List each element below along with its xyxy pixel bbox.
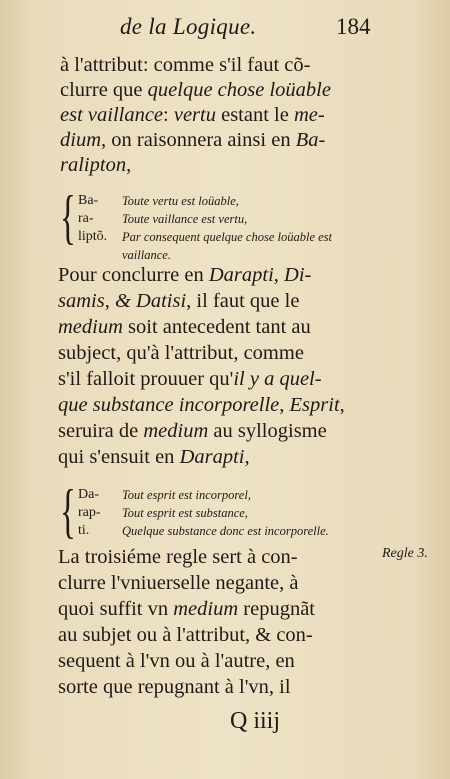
text-line xyxy=(58,366,322,392)
text-span: au subjet ou à l'attribut, & con- xyxy=(58,624,313,646)
margin-note: Regle 3. xyxy=(382,546,428,561)
italic-span: medium xyxy=(58,316,123,338)
text-span: soit antecedent tant au xyxy=(122,316,311,338)
italic-span: ralipton xyxy=(60,154,127,176)
text-line xyxy=(58,570,298,596)
italic-span: Esprit xyxy=(289,394,340,416)
italic-span: Darapti xyxy=(208,264,274,286)
text-span: , on raisonnera ainsi en xyxy=(101,129,296,151)
syllogism-key: Ba- xyxy=(78,193,99,208)
text-line xyxy=(58,392,345,418)
syllogism-key: ti. xyxy=(78,523,90,538)
italic-span: Datisi xyxy=(136,290,187,312)
text-line xyxy=(58,544,298,570)
syllogism-premise: Toute vaillance est vertu, xyxy=(122,212,248,226)
text-line xyxy=(58,418,327,444)
text-line xyxy=(60,127,325,153)
text-span: subject, qu'à l'attribut, comme xyxy=(58,342,304,364)
syllogism-key: ra- xyxy=(78,211,94,226)
text-span: clurre que xyxy=(60,79,148,101)
syllogism-premise: Quelque substance donc est incorporelle. xyxy=(122,524,329,538)
text-line xyxy=(58,340,304,366)
text-line xyxy=(58,314,311,340)
italic-span: est vaillance xyxy=(60,104,164,126)
syllogism-key: liptõ. xyxy=(78,229,108,244)
text-line xyxy=(58,596,315,622)
page-number: 184 xyxy=(336,14,371,39)
text-line xyxy=(58,622,313,648)
text-span: , xyxy=(244,446,250,468)
italic-span: & xyxy=(114,290,131,312)
brace-mark: { xyxy=(60,478,76,544)
text-line xyxy=(58,262,311,288)
text-span: qui s'ensuit en xyxy=(58,446,180,468)
italic-span: dium xyxy=(60,129,101,151)
text-line xyxy=(58,444,250,470)
brace-mark: { xyxy=(60,184,76,250)
italic-span: medium xyxy=(143,420,209,442)
italic-span: Ba- xyxy=(295,129,326,151)
text-span: : xyxy=(163,104,174,126)
text-line xyxy=(60,77,331,103)
text-span: repugnãt xyxy=(238,598,315,620)
text-span: , xyxy=(104,290,115,312)
text-span: s'il falloit prouuer qu' xyxy=(58,368,234,390)
text-span: Pour conclurre en xyxy=(58,264,209,286)
italic-span: vertu xyxy=(173,104,216,126)
syllogism-premise: Toute vertu est loüable, xyxy=(122,194,239,208)
text-span: estant le xyxy=(215,104,294,126)
syllogism-premise: Par consequent quelque chose loüable est xyxy=(122,230,333,244)
text-line xyxy=(58,288,299,314)
signature-mark: Q iiij xyxy=(230,708,281,734)
italic-span: Di- xyxy=(284,264,312,286)
italic-span: que substance incorporelle xyxy=(58,394,280,416)
text-line xyxy=(58,648,295,674)
text-span: , xyxy=(339,394,345,416)
text-line xyxy=(60,52,310,78)
syllogism-key: Da- xyxy=(78,487,99,502)
text-line xyxy=(60,102,325,128)
text-line xyxy=(58,674,291,700)
text-span: seruira de xyxy=(58,420,144,442)
text-span: , xyxy=(126,154,132,176)
italic-span: il y a quel- xyxy=(233,368,322,390)
italic-span: samis xyxy=(58,290,105,312)
syllogism-premise: Tout esprit est incorporel, xyxy=(122,488,251,502)
italic-span: me- xyxy=(293,104,325,126)
text-span: au syllogisme xyxy=(208,420,327,442)
italic-span: quelque chose loüable xyxy=(147,79,331,101)
syllogism-premise: Tout esprit est substance, xyxy=(122,506,248,520)
text-span: , xyxy=(279,394,290,416)
italic-span: medium xyxy=(173,598,239,620)
running-head: de la Logique. xyxy=(120,14,257,39)
text-span: quoi suffit vn xyxy=(58,598,174,620)
text-span: , xyxy=(273,264,285,286)
syllogism-premise: vaillance. xyxy=(122,248,171,262)
italic-span: Darapti xyxy=(179,446,245,468)
text-line xyxy=(60,152,131,178)
text-span: sorte que repugnant à l'vn, il xyxy=(58,676,291,698)
syllogism-key: rap- xyxy=(78,505,101,520)
text-span: clurre l'vniuerselle negante, à xyxy=(58,572,299,594)
text-span: La troisiéme regle sert à con- xyxy=(58,546,298,568)
text-span: à l'attribut: comme s'il faut cõ- xyxy=(60,54,311,76)
text-span: , il faut que le xyxy=(186,290,300,312)
text-span: sequent à l'vn ou à l'autre, en xyxy=(58,650,295,672)
